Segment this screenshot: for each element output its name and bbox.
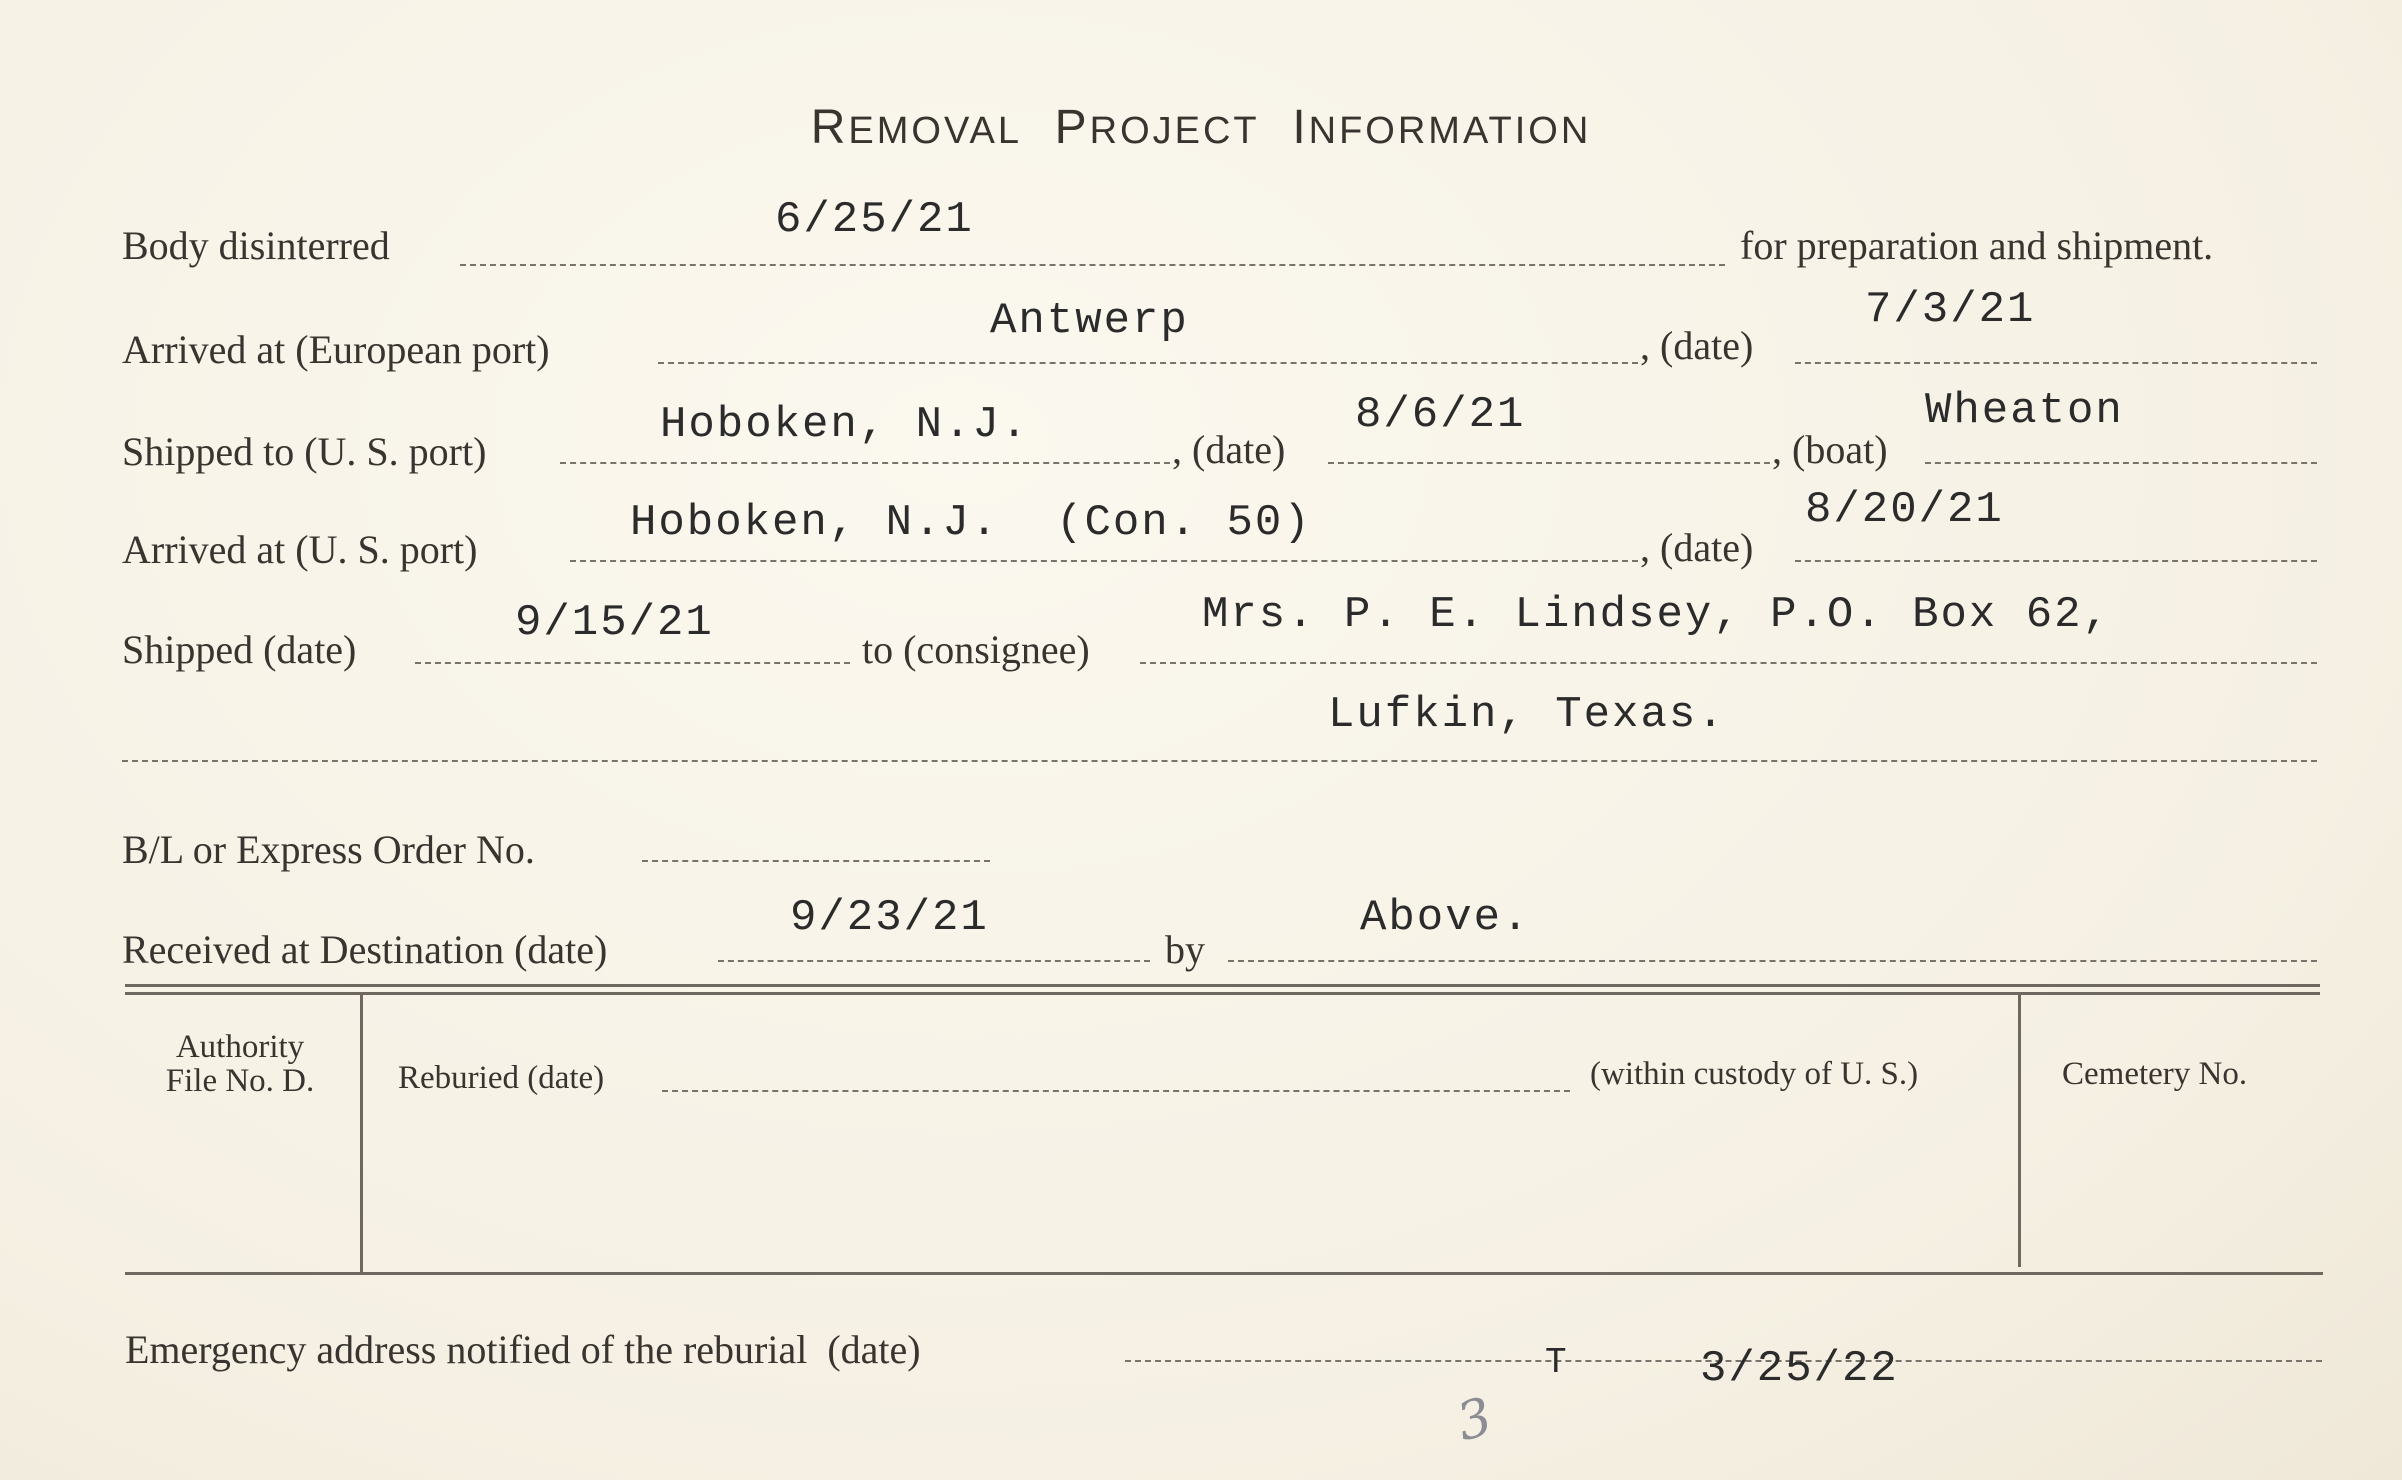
box-top-rule-2 — [125, 992, 2320, 995]
consignee-value-2: Lufkin, Texas. — [1328, 690, 1726, 740]
shipped-us-line — [560, 462, 1170, 464]
shipped-us-label: Shipped to (U. S. port) — [122, 429, 487, 474]
emergency-date: 3/25/22 — [1700, 1344, 1899, 1394]
cemetery-no-label: Cemetery No. — [2062, 1056, 2248, 1092]
received-date: 9/23/21 — [790, 893, 989, 943]
body-disinterred-label: Body disinterred — [122, 223, 390, 268]
shipped-us-boat-label: , (boat) — [1772, 427, 1888, 472]
received-by-label: by — [1165, 927, 1205, 972]
arrived-us-value: Hoboken, N.J. (Con. 50) — [630, 498, 1312, 548]
reburied-line — [662, 1090, 1570, 1092]
arrived-european-date-label: , (date) — [1640, 323, 1754, 368]
consignee-line-2 — [122, 760, 2317, 762]
card-title: REMOVAL PROJECT INFORMATION — [810, 101, 1592, 154]
box-divider-right — [2018, 995, 2021, 1267]
shipped-date-value: 9/15/21 — [515, 598, 714, 648]
bl-order-line — [642, 860, 990, 862]
received-label: Received at Destination (date) — [122, 927, 608, 972]
pencil-mark: 3 — [1450, 1386, 1499, 1454]
consignee-value: Mrs. P. E. Lindsey, P.O. Box 62, — [1202, 590, 2111, 640]
arrived-us-line — [570, 560, 1638, 562]
consignee-label: to (consignee) — [862, 627, 1090, 672]
shipped-us-date-label: , (date) — [1172, 427, 1286, 472]
shipped-date-label: Shipped (date) — [122, 627, 357, 672]
received-by-value: Above. — [1360, 893, 1531, 943]
emergency-label: Emergency address notified of the reburial (date) — [125, 1327, 921, 1372]
arrived-us-label: Arrived at (U. S. port) — [122, 527, 478, 572]
received-by-line — [1228, 960, 2317, 962]
box-divider-left — [360, 995, 363, 1273]
shipped-us-date: 8/6/21 — [1355, 390, 1526, 440]
received-line — [718, 960, 1150, 962]
arrived-european-date: 7/3/21 — [1865, 285, 2036, 335]
arrived-us-date-line — [1795, 560, 2317, 562]
arrived-european-value: Antwerp — [990, 296, 1189, 346]
custody-label: (within custody of U. S.) — [1590, 1056, 1919, 1092]
box-top-rule — [125, 984, 2320, 987]
shipped-date-line — [415, 662, 850, 664]
consignee-line — [1140, 662, 2317, 664]
shipped-us-date-line — [1328, 462, 1770, 464]
authority-file-label: Authority File No. D. — [165, 1029, 315, 1099]
arrived-european-line — [658, 362, 1638, 364]
body-disinterred-value: 6/25/21 — [775, 195, 974, 245]
bl-order-label: B/L or Express Order No. — [122, 827, 535, 872]
arrived-us-date-label: , (date) — [1640, 525, 1754, 570]
arrived-us-date: 8/20/21 — [1805, 485, 2004, 535]
body-disinterred-line — [460, 264, 1725, 266]
shipped-us-boat-line — [1925, 462, 2317, 464]
reburied-label: Reburied (date) — [398, 1060, 605, 1096]
arrived-european-date-line — [1795, 362, 2317, 364]
box-bottom-rule — [125, 1272, 2323, 1275]
shipped-us-boat: Wheaton — [1925, 386, 2124, 436]
preparation-shipment-label: for preparation and shipment. — [1740, 223, 2214, 268]
emergency-mark: T — [1545, 1342, 1569, 1383]
shipped-us-value: Hoboken, N.J. — [660, 400, 1030, 450]
arrived-european-label: Arrived at (European port) — [122, 327, 550, 372]
